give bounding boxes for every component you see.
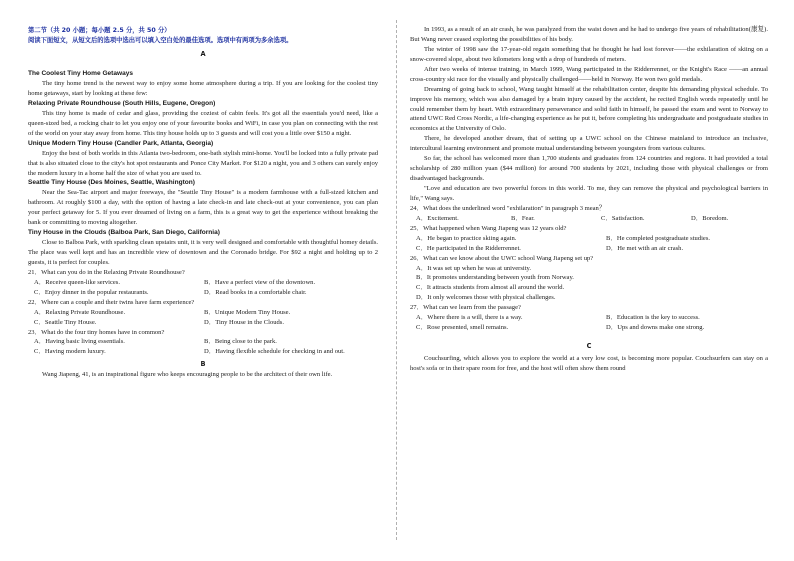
option-d[interactable]: D．It only welcomes those with physical challenges. xyxy=(416,294,556,302)
section-4-text: Close to Balboa Park, with sparkling clean upstairs unit, it is very well designed and comfortable with thoughtful homey details. The place was well kept and has an incredible view of downtown and the Coronado bridge. For $92 a night and holding up to 2 guests, it is perfect for couples. xyxy=(28,239,379,266)
option-b[interactable]: B．It promotes understanding between youth from Norway. xyxy=(416,274,574,282)
option-d[interactable]: D．Tiny House in the Clouds. xyxy=(204,318,284,326)
option-a[interactable]: A．Excitement. xyxy=(416,214,459,222)
question-27 xyxy=(410,303,768,333)
passage-b-paragraph-4: After two weeks of intense training, in March 1999, Wang participated in the Ridderrennet, or the Knight's Race ——an annual cross-country ski race for the visually and physically challenged——held in Norway. He won two gold medals. xyxy=(410,65,768,83)
section-heading: 第二节（共 20 小题；每小题 2.5 分，共 50 分） xyxy=(28,27,171,34)
option-a[interactable]: A．He began to practice skiing again. xyxy=(416,234,517,242)
passage-a-intro: The tiny home trend is the newest way to enjoy some home atmosphere during a trip. If you are looking for the coolest tiny home getaways, start by looking at these few: xyxy=(28,80,378,98)
option-a[interactable]: A．Having basic living essentials. xyxy=(34,338,125,346)
passage-b-paragraph-1: Wang Jiapeng, 41, is an inspirational figure who keeps encouraging people to be the architect of their own life. xyxy=(42,371,333,379)
option-a[interactable]: A．Receive queen-like services. xyxy=(34,278,120,286)
passage-b-marker: B xyxy=(200,360,206,369)
question-stem: 25．What happened when Wang Jiapeng was 12 years old? xyxy=(410,224,567,232)
passage-b-paragraph-6: There, he developed another dream, that of setting up a UWC school on the Chinese mainland to introduce an inclusive, intercultural learning environment and promote mutual understanding between youngsters from various cultures. xyxy=(410,135,768,153)
option-c[interactable]: C．Enjoy dinner in the popular restaurants. xyxy=(34,288,149,296)
option-c[interactable]: C．He participated in the Ridderrennet. xyxy=(416,244,521,252)
section-2-text: Enjoy the best of both worlds in this Atlanta two-bedroom, one-bath stylish mini-home. You'll be locked into a fully private pad that is also situated close to the city's hot spot restaurants and Ponce City Market. For $120 a night, you and 3 others can surely enjoy the modern luxury in a home half the size of what you are used to. xyxy=(28,149,378,177)
section-3-heading: Seattle Tiny House (Des Moines, Seattle, Washington) xyxy=(28,179,195,187)
question-stem: 27．What can we learn from the passage? xyxy=(410,304,521,312)
section-3-text: Near the Sea-Tac airport and major freeways, the "Seattle Tiny House" is a modern farmhouse with a full-sized kitchen and bathroom. At roughly $100 a day, with the option of having a late check-in and late check-out at your convenience, you can plan your perfect getaway for 5. If you ever dreamed of living on a farm, this is a great way to get the experience without breaking the bank or committing to moving altogether. xyxy=(28,189,378,227)
question-options xyxy=(28,337,378,357)
question-options xyxy=(410,313,768,333)
option-a[interactable]: A．Where there is a will, there is a way. xyxy=(416,314,523,322)
question-21 xyxy=(28,268,378,298)
question-26 xyxy=(410,254,768,304)
section-instruction: 阅读下面短文，从短文后的选项中选出可以填入空白处的最佳选项。选项中有两项为多余选项。 xyxy=(28,36,293,44)
passage-a-marker: A xyxy=(200,50,206,59)
section-2-heading: Unique Modern Tiny House (Candler Park, Atlanta, Georgia) xyxy=(28,139,214,147)
option-c[interactable]: C．Rose presented, smell remains. xyxy=(416,324,509,332)
section-1-heading: Relaxing Private Roundhouse (South Hills, Eugene, Oregon) xyxy=(28,99,216,107)
passage-b-paragraph-2: In 1993, as a result of an air crash, he was paralyzed from the waist down and he had to undergo five years of rehabilitation(康复). But Wang never ceased exploring the possibilities of his body. xyxy=(410,26,768,43)
question-options xyxy=(410,234,768,254)
option-a[interactable]: A．It was set up when he was at university. xyxy=(416,264,532,272)
question-24 xyxy=(410,204,768,224)
column-divider xyxy=(396,20,397,540)
option-b[interactable]: B．Fear. xyxy=(511,214,535,222)
left-column xyxy=(28,26,378,380)
option-c[interactable]: C．Having modern luxury. xyxy=(34,348,106,356)
option-b[interactable]: B．He completed postgraduate studies. xyxy=(606,234,710,242)
question-22 xyxy=(28,298,378,328)
section-4-heading: Tiny House in the Clouds (Balboa Park, San Diego, California) xyxy=(28,229,220,237)
question-options xyxy=(28,308,378,328)
option-c[interactable]: C．Seattle Tiny House. xyxy=(34,318,97,326)
option-a[interactable]: A．Relaxing Private Roundhouse. xyxy=(34,308,126,316)
option-b[interactable]: B．Have a perfect view of the downtown. xyxy=(204,278,316,286)
question-stem: 22．Where can a couple and their twins have farm experience? xyxy=(28,298,195,306)
option-d[interactable]: D．Having flexible schedule for checking in and out. xyxy=(204,348,345,356)
question-stem: 23．What do the four tiny homes have in common? xyxy=(28,328,165,336)
option-d[interactable]: D．He met with an air crash. xyxy=(606,244,684,252)
right-column xyxy=(410,25,768,374)
passage-c-marker: C xyxy=(586,342,592,351)
question-23 xyxy=(28,328,378,358)
passage-b-paragraph-7: So far, the school has welcomed more than 1,700 students and graduates from 124 countries and regions. It had provided a total scholarship of 280 million yuan ($44 million) for around 700 students by 2021, including those with physical challenges or from disadvantaged backgrounds. xyxy=(410,155,768,183)
question-25 xyxy=(410,224,768,254)
option-d[interactable]: D．Boredom. xyxy=(691,214,729,222)
question-stem: 26．What can we know about the UWC school Wang Jiapeng set up? xyxy=(410,254,594,262)
option-b[interactable]: B．Unique Modern Tiny House. xyxy=(204,308,291,316)
question-stem: 21．What can you do in the Relaxing Private Roundhouse? xyxy=(28,268,185,276)
passage-b-paragraph-5: Dreaming of going back to school, Wang taught himself at the rehabilitation center, despite his demanding physical schedule. To improve his memory, which was also damaged by a brain injury caused by the accident, he recited English words repeatedly until he could remember them by heart. With extraordinary perseverance and solid faith in himself, he passed the exam and went to Norway to attend UWC Red Cross Nordic, a life-changing experience as he put it, before completing his undergraduate and postgraduate studies in economics at the University of Oslo. xyxy=(410,85,768,133)
passage-b-paragraph-8: "Love and education are two powerful forces in this world. To me, they can remove the physical and psychological barriers in life," Wang says. xyxy=(410,185,768,202)
option-c[interactable]: C．Satisfaction. xyxy=(601,214,645,222)
question-options xyxy=(410,214,768,224)
option-d[interactable]: D．Ups and downs make one strong. xyxy=(606,324,705,332)
option-b[interactable]: B．Education is the key to success. xyxy=(606,314,700,322)
passage-b-paragraph-3: The winter of 1998 saw the 17-year-old regain something that he thought he had lost forever——the exhilaration of skiing on a snow-covered slope, about two kilometers long with a drop of hundreds of meters. xyxy=(410,45,768,63)
option-c[interactable]: C．It attracts students from almost all around the world. xyxy=(416,284,565,292)
passage-a-title: The Coolest Tiny Home Getaways xyxy=(28,70,134,78)
option-b[interactable]: B．Being close to the park. xyxy=(204,338,277,346)
question-stem: 24．What does the underlined word "exhilaration" in paragraph 3 mean？ xyxy=(410,204,606,212)
question-options xyxy=(28,278,378,298)
option-d[interactable]: D．Read books in a comfortable chair. xyxy=(204,288,307,296)
section-1-text: This tiny home is made of cedar and glass, providing the coziest of cabin feels. It's got all the essentials you'd need, like a queen-sized bed, a rocking chair to let you enjoy one of your favourite books and WiFi, in case you plan on connecting with the rest of the world on your stay away from home. This tiny house holds up to 3 guests and will cost you a little over $150 a night. xyxy=(28,109,378,137)
passage-c-text: Couchsurfing, which allows you to explore the world at a very low cost, is becoming more popular. Couchsurfers can stay on a host's sofa or in their spare room for free, and the host will often show them round xyxy=(410,355,768,373)
